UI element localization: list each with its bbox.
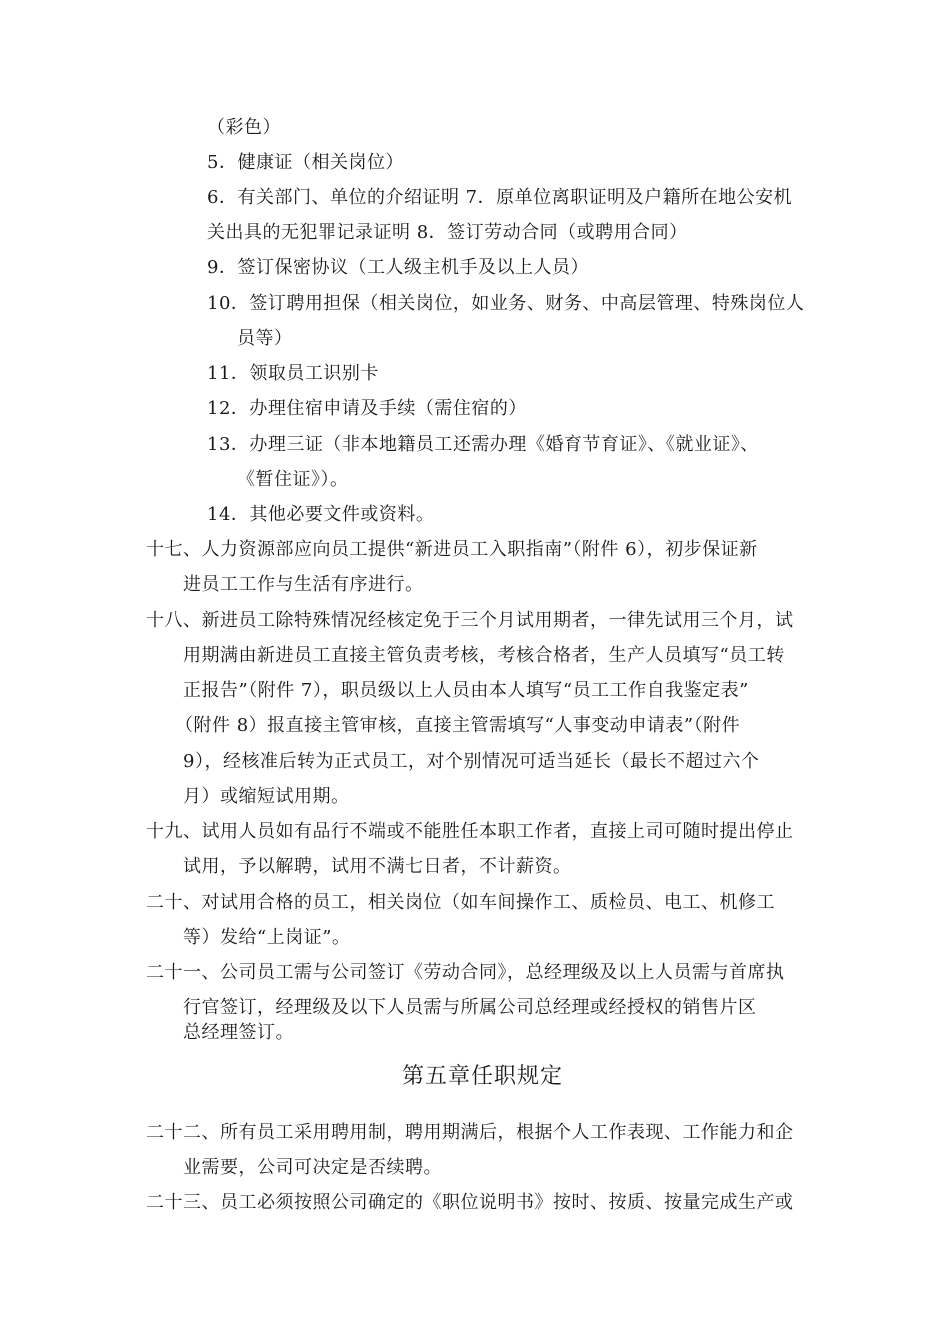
list-item: 13．办理三证（非本地籍员工还需办理《婚育节育证》、《就业证》、 xyxy=(207,434,759,455)
text-line: 月）或缩短试用期。 xyxy=(183,786,350,807)
article-22: 二十二、所有员工采用聘用制，聘用期满后，根据个人工作表现、工作能力和企 xyxy=(146,1122,794,1143)
text-line: 业需要，公司可决定是否续聘。 xyxy=(183,1157,442,1178)
text-line: 行官签订，经理级及以下人员需与所属公司总经理或经授权的销售片区 xyxy=(183,997,757,1018)
chapter-title: 第五章任职规定 xyxy=(402,1064,564,1089)
text-line: 员等） xyxy=(237,328,293,349)
text-line: 《暂住证》）。 xyxy=(237,469,349,490)
article-18: 十八、新进员工除特殊情况经核定免于三个月试用期者，一律先试用三个月，试 xyxy=(146,610,794,631)
list-item: 9．签订保密协议（工人级主机手及以上人员） xyxy=(207,257,589,278)
list-item: 5．健康证（相关岗位） xyxy=(207,152,404,173)
article-23: 二十三、员工必须按照公司确定的《职位说明书》按时、按质、按量完成生产或 xyxy=(146,1192,794,1213)
text-line: 总经理签订。 xyxy=(183,1022,294,1043)
text-line: （彩色） xyxy=(207,117,281,138)
text-line: 等）发给“上岗证”。 xyxy=(183,927,351,948)
text-line: 试用，予以解聘，试用不满七日者，不计薪资。 xyxy=(183,856,572,877)
article-20: 二十、对试用合格的员工，相关岗位（如车间操作工、质检员、电工、机修工 xyxy=(146,892,775,913)
text-line: （附件 8）报直接主管审核，直接主管需填写“人事变动申请表”（附件 xyxy=(175,715,741,736)
text-line: 进员工工作与生活有序进行。 xyxy=(183,574,424,595)
article-19: 十九、试用人员如有品行不端或不能胜任本职工作者，直接上司可随时提出停止 xyxy=(146,821,794,842)
list-item: 6．有关部门、单位的介绍证明 7．原单位离职证明及户籍所在地公安机 xyxy=(207,187,793,208)
article-21: 二十一、公司员工需与公司签订《劳动合同》，总经理级及以上人员需与首席执 xyxy=(146,962,785,983)
list-item: 11．领取员工识别卡 xyxy=(207,363,379,384)
text-line: 关出具的无犯罪记录证明 8．签订劳动合同（或聘用合同） xyxy=(207,222,688,243)
text-line: 9），经核准后转为正式员工，对个别情况可适当延长（最长不超过六个 xyxy=(183,751,760,772)
list-item: 10．签订聘用担保（相关岗位，如业务、财务、中高层管理、特殊岗位人 xyxy=(207,293,805,314)
article-17: 十七、人力资源部应向员工提供“新进员工入职指南”（附件 6），初步保证新 xyxy=(146,539,758,560)
list-item: 12．办理住宿申请及手续（需住宿的） xyxy=(207,398,527,419)
list-item: 14．其他必要文件或资料。 xyxy=(207,504,435,525)
text-line: 正报告”（附件 7），职员级以上人员由本人填写“员工工作自我鉴定表” xyxy=(183,680,749,701)
text-line: 用期满由新进员工直接主管负责考核，考核合格者，生产人员填写“员工转 xyxy=(183,645,785,666)
